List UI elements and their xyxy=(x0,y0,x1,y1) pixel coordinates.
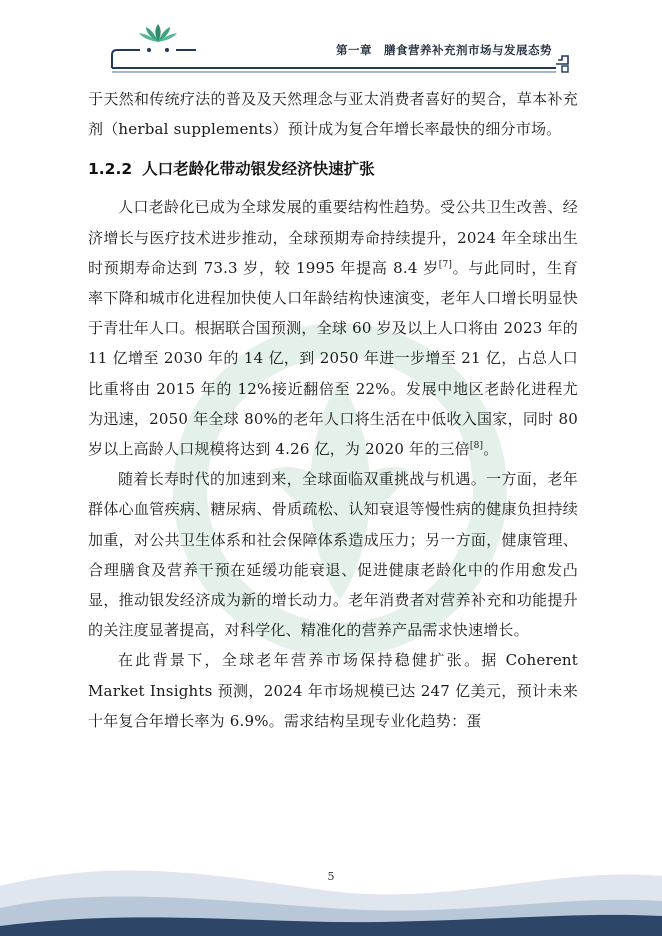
paragraph-text: 。与此同时，生育率下降和城市化进程加快使人口年龄结构快速演变，老年人口增长明显快于青壮年人口。根据联合国预测，全球 60 岁及以上人口将由 2023 年的 11 亿增至 2030 年的 14 亿，到 2050 年进一步增至 21 亿，占总人口比重将由 2015 年的 12%接近翻倍至 22%。发展中地区老龄化进程尤为迅速，2050 年全球 80%的老年人口将生活在中低收入国家，同时 80 岁以上高龄人口规模将达到 4.26 亿，为 2020 年的三倍 xyxy=(88,258,578,459)
header-decoration xyxy=(0,0,662,80)
chapter-title: 第一章 膳食营养补充剂市场与发展态势 xyxy=(336,43,552,57)
paragraph-text: 人口老龄化已成为全球发展的重要结构性趋势。受公共卫生改善、经济增长与医疗技术进步推动，全球预期寿命持续提升，2024 年全球出生时预期寿命达到 73.3 岁，较 1995 年提高 8.4 岁 xyxy=(88,198,578,277)
citation-7: [7] xyxy=(438,259,453,270)
citation-8: [8] xyxy=(469,441,484,452)
paragraph-challenges: 随着长寿时代的加速到来，全球面临双重挑战与机遇。一方面，老年群体心血管疾病、糖尿病、骨质疏松、认知衰退等慢性病的健康负担持续加重，对公共卫生体系和社会保障体系造成压力；另一方面，健康管理、合理膳食及营养干预在延缓功能衰退、促进健康老龄化中的作用愈发凸显，推动银发经济成为新的增长动力。老年消费者对营养补充和功能提升的关注度显著提高，对科学化、精准化的营养产品需求快速增长。 xyxy=(88,470,578,640)
paragraph-text: 。 xyxy=(483,440,499,459)
paragraph-aging-trend xyxy=(88,192,578,464)
page-header xyxy=(0,0,662,80)
page-number: 5 xyxy=(327,870,335,883)
paragraph-continuation: 于天然和传统疗法的普及及天然理念与亚太消费者喜好的契合，草本补充剂（herbal supplements）预计成为复合年增长率最快的细分市场。 xyxy=(88,90,578,139)
section-heading xyxy=(88,154,578,184)
paragraph-market: 在此背景下，全球老年营养市场保持稳健扩张。据 Coherent Market Insights 预测，2024 年市场规模已达 247 亿美元，预计未来十年复合年增长率为 6.9%。需求结构呈现专业化趋势：蛋 xyxy=(88,651,578,730)
page-content xyxy=(88,84,578,736)
section-number: 1.2.2 xyxy=(88,160,133,179)
lotus-icon xyxy=(139,24,177,42)
footer-wave-decoration xyxy=(0,846,662,936)
section-title-text: 人口老龄化带动银发经济快速扩张 xyxy=(142,160,375,179)
